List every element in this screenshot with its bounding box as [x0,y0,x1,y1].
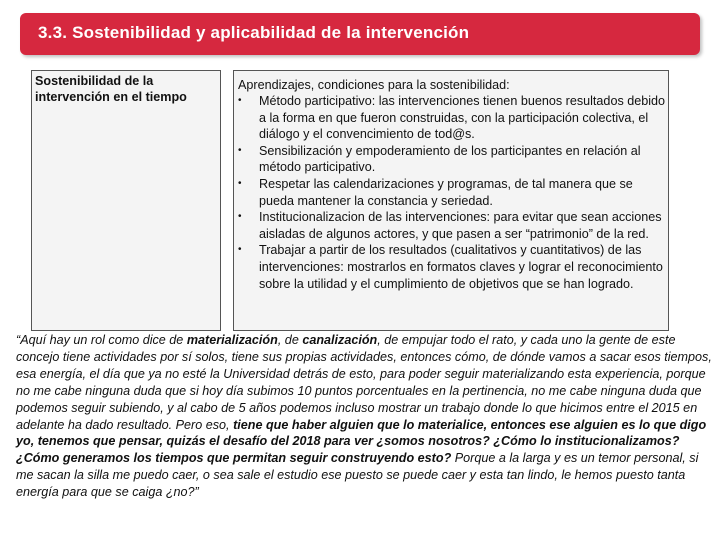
title-banner [20,13,700,55]
list-item [238,176,666,209]
page-title: 3.3. Sostenibilidad y aplicabilidad de la intervención [38,23,470,42]
quote-text: “Aquí hay un rol como dice de [16,333,187,347]
bullet-icon: • [238,144,242,156]
interview-quote [16,332,716,501]
list-item-text: Sensibilización y empoderamiento de los participantes en relación al método participativo. [259,143,641,175]
list-item [238,143,666,176]
quote-text: Porque a la larga y es un temor personal, si me sacan la silla me puedo caer, o sea sale el estudio ese puesto se puede caer y esta tan lindo, le hemos puesto tanta energía para que se caiga ¿no?” [16,451,699,500]
learning-list [238,93,666,292]
quote-emphasis: canalización [302,333,378,347]
table-cell-label [31,70,221,331]
bullet-icon: • [238,211,242,223]
list-item-text: Trabajar a partir de los resultados (cualitativos y cuantitativos) de las intervenciones: mostrarlos en formatos claves y lograr el reconocimiento sobre la utilidad y el cumplimiento de objetivos que se han logrado. [259,243,663,291]
list-item [238,93,666,143]
list-item [238,209,666,242]
table-cell-content [233,70,669,331]
list-item-text: Institucionalizacion de las intervenciones: para evitar que sean acciones aisladas de algunos actores, y que pasen a ser “patrimonio” de la red. [259,210,662,241]
bullet-icon: • [238,177,242,189]
cell-label-text: Sostenibilidad de la intervención en el tiempo [35,74,187,104]
quote-text: , de empujar todo el rato, y cada uno la gente de este concejo tiene actividades por sí solos, tiene sus propias actividades, entonces cómo, de dónde vamos a sacar esos tiempos, esa energía, el día que ya no esté la Universidad detrás de esto, para poder seguir materializando esta experiencia, porque no me cabe ninguna duda que si hoy día subimos 10 puntos porcentuales en la pertinencia, no me cabe ninguna duda que podemos seguir subiendo, y al cabo de 5 años podemos incluso mostrar un trabajo donde lo que hicimos entre el 2015 en adelante ha dado resultado. Pero eso, [16,333,712,432]
bullet-icon: • [238,244,242,256]
quote-emphasis: materialización [186,333,278,347]
list-item-text: Respetar las calendarizaciones y programas, de tal manera que se pueda mantener la constancia y seriedad. [259,176,633,208]
quote-text: , de [277,333,303,347]
bullet-icon: • [238,95,242,106]
quote-emphasis: tiene que haber alguien que lo materialice, entonces ese alguien es lo que digo yo, tenemos que pensar, quizás el desafío del 2018 para ver ¿somos nosotros? ¿Cómo lo institucionalizamos? ¿Cómo generamos los tiempos que permitan seguir construyendo esto? [16,417,707,466]
list-item-text: Método participativo: las intervenciones tienen buenos resultados debido a la forma en que fueron construidas, con la participación colectiva, el diálogo y el convencimiento de tod@s. [259,94,666,142]
cell-intro-text: Aprendizajes, condiciones para la sostenibilidad: [238,78,510,92]
list-item [238,242,666,292]
